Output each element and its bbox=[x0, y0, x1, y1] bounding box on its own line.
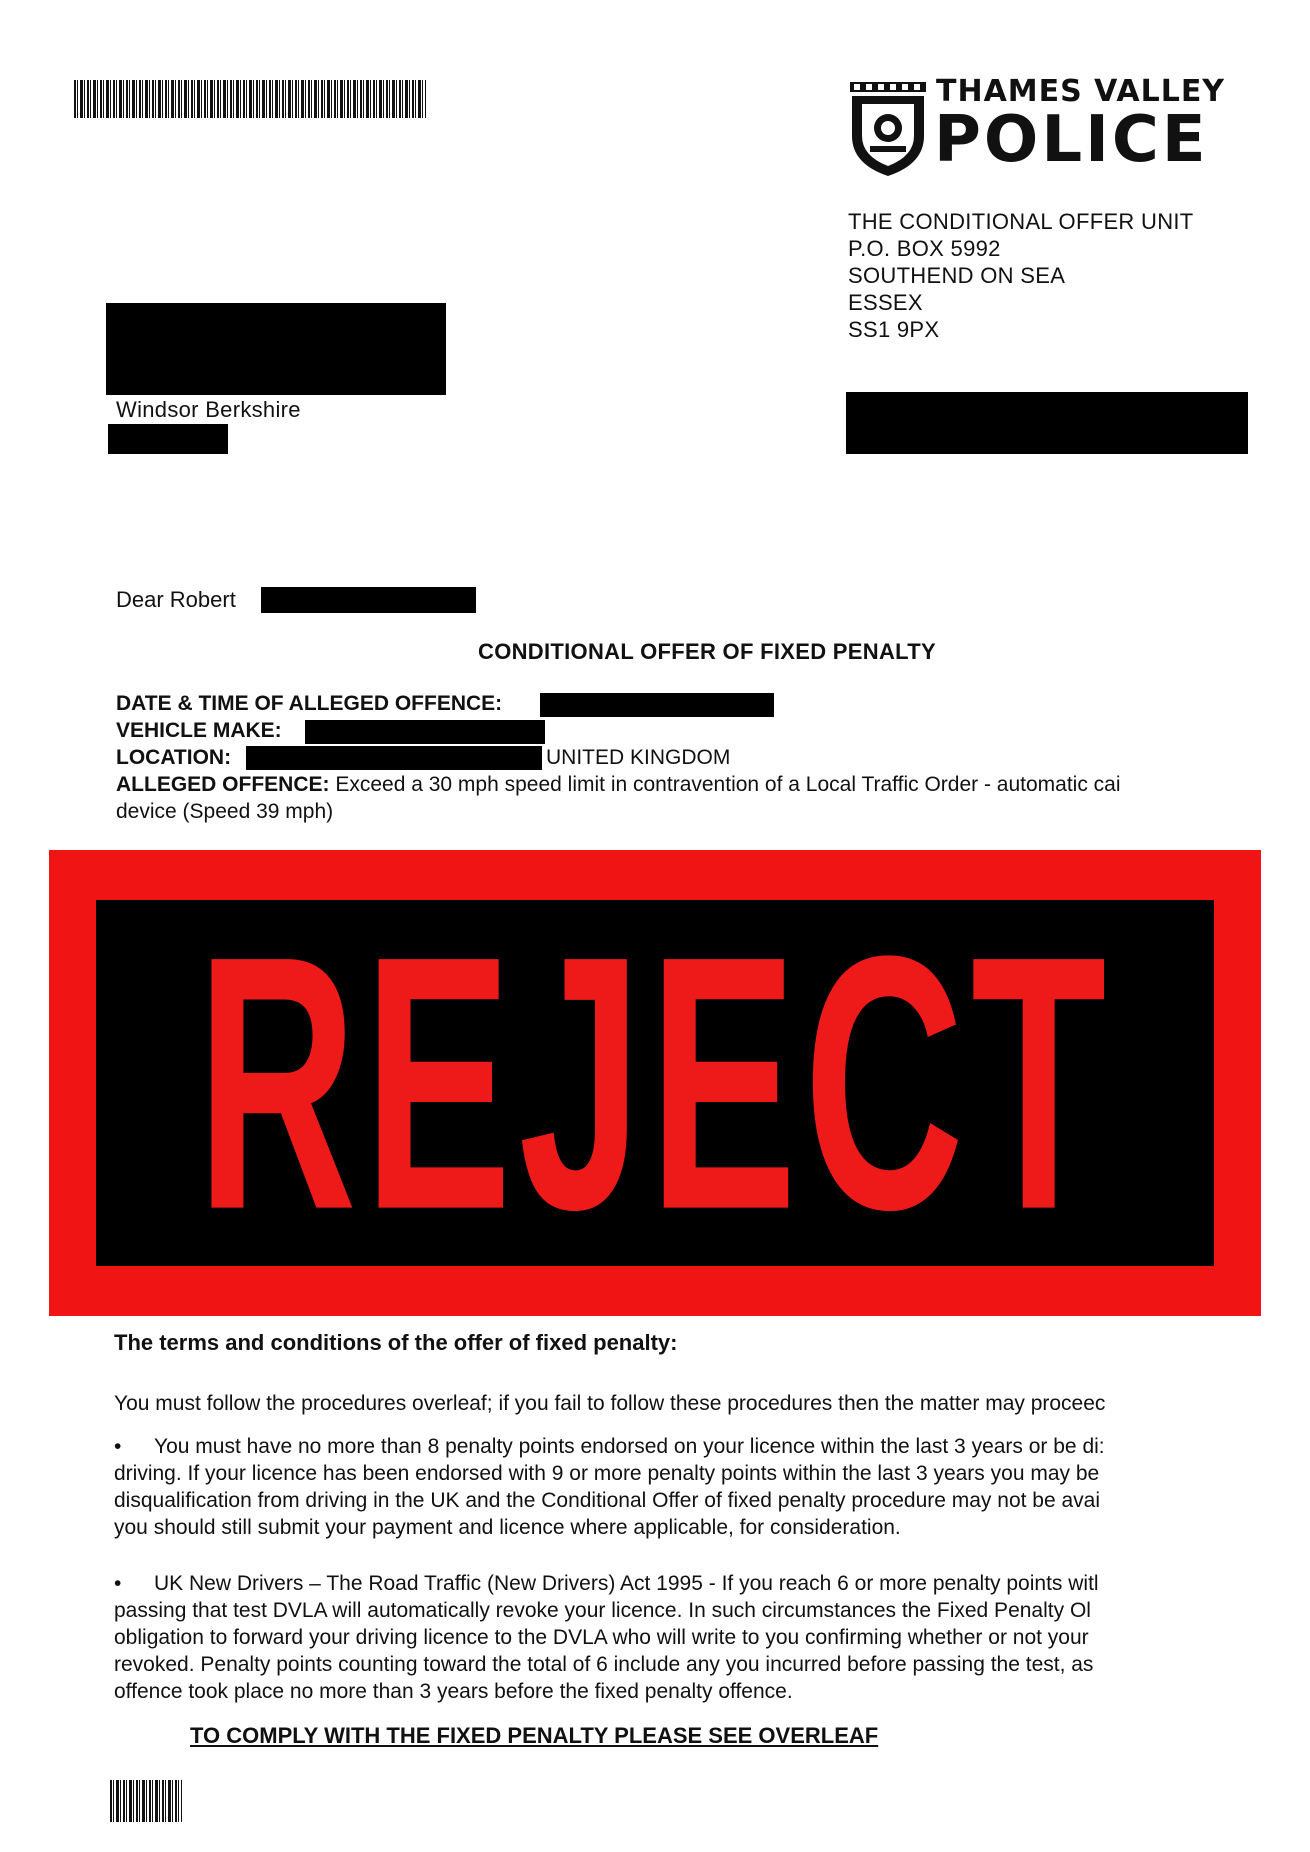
offence-text: Exceed a 30 mph speed limit in contravention of a Local Traffic Order - automatic cai bbox=[335, 773, 1121, 796]
bullet-2-line-1: UK New Drivers – The Road Traffic (New Drivers) Act 1995 - If you reach 6 or more penalty points witl bbox=[154, 1572, 1099, 1595]
bullet-2-line-4: revoked. Penalty points counting toward the total of 6 include any you incurred before passing the test, as bbox=[114, 1653, 1094, 1676]
org-name-line1: THAMES VALLEY bbox=[936, 74, 1226, 109]
comply-instruction: TO COMPLY WITH THE FIXED PENALTY PLEASE SEE OVERLEAF bbox=[190, 1723, 879, 1748]
recipient-town: Windsor Berkshire bbox=[116, 397, 301, 422]
vehicle-label: VEHICLE MAKE: bbox=[116, 719, 282, 742]
office-address bbox=[848, 208, 1194, 343]
terms-heading: The terms and conditions of the offer of fixed penalty: bbox=[114, 1330, 678, 1355]
bullet-2-line-5: offence took place no more than 3 years before the fixed penalty offence. bbox=[114, 1680, 793, 1703]
redaction-location bbox=[246, 746, 542, 770]
bullet-1-line-1: You must have no more than 8 penalty points endorsed on your licence within the last 3 years or be di: bbox=[154, 1435, 1105, 1458]
redaction-reference bbox=[846, 392, 1248, 454]
redaction-recipient-postcode bbox=[108, 424, 228, 454]
bullet-2-line-3: obligation to forward your driving licence to the DVLA who will write to you confirming whether or not your bbox=[114, 1626, 1089, 1649]
bullet-glyph: • bbox=[114, 1572, 122, 1595]
bullet-1-line-4: you should still submit your payment and licence where applicable, for consideration. bbox=[114, 1516, 901, 1539]
terms-intro: You must follow the procedures overleaf; if you fail to follow these procedures then the matter may proceec bbox=[114, 1392, 1106, 1415]
location-country: UNITED KINGDOM bbox=[546, 746, 731, 769]
bullet-glyph: • bbox=[114, 1435, 122, 1458]
alleged-offence bbox=[116, 771, 1121, 798]
reject-text: REJECT bbox=[196, 900, 1114, 1266]
address-line: THE CONDITIONAL OFFER UNIT bbox=[848, 209, 1194, 234]
offence-label: ALLEGED OFFENCE: bbox=[116, 773, 330, 796]
terms-bullet-2 bbox=[114, 1570, 1099, 1705]
location-label: LOCATION: bbox=[116, 746, 232, 769]
redaction-date bbox=[540, 693, 774, 717]
address-line: SOUTHEND ON SEA bbox=[848, 263, 1066, 288]
redaction-vehicle bbox=[305, 720, 545, 744]
address-line: ESSEX bbox=[848, 290, 923, 315]
redaction-recipient-name bbox=[106, 303, 446, 395]
bullet-1-line-3: disqualification from driving in the UK and the Conditional Offer of fixed penalty procedure may not be avai bbox=[114, 1489, 1101, 1512]
org-name-line2: POLICE bbox=[934, 103, 1209, 177]
reject-stamp bbox=[49, 850, 1261, 1316]
redaction-surname bbox=[261, 587, 476, 613]
salutation: Dear Robert bbox=[116, 587, 236, 612]
offence-text-line2: device (Speed 39 mph) bbox=[116, 800, 334, 823]
bullet-2-line-2: passing that test DVLA will automatically revoke your licence. In such circumstances the Fixed Penalty Ol bbox=[114, 1599, 1091, 1622]
terms-bullet-1 bbox=[114, 1433, 1105, 1541]
police-crest-icon bbox=[848, 80, 928, 178]
letter-title: CONDITIONAL OFFER OF FIXED PENALTY bbox=[478, 639, 936, 664]
top-barcode bbox=[74, 80, 426, 118]
bullet-1-line-2: driving. If your licence has been endorsed with 9 or more penalty points within the last 3 years you may be bbox=[114, 1462, 1100, 1485]
bottom-barcode bbox=[110, 1780, 182, 1822]
address-line: P.O. BOX 5992 bbox=[848, 236, 1001, 261]
address-line: SS1 9PX bbox=[848, 317, 940, 342]
reject-stamp-inner bbox=[96, 900, 1214, 1266]
date-label: DATE & TIME OF ALLEGED OFFENCE: bbox=[116, 692, 503, 715]
